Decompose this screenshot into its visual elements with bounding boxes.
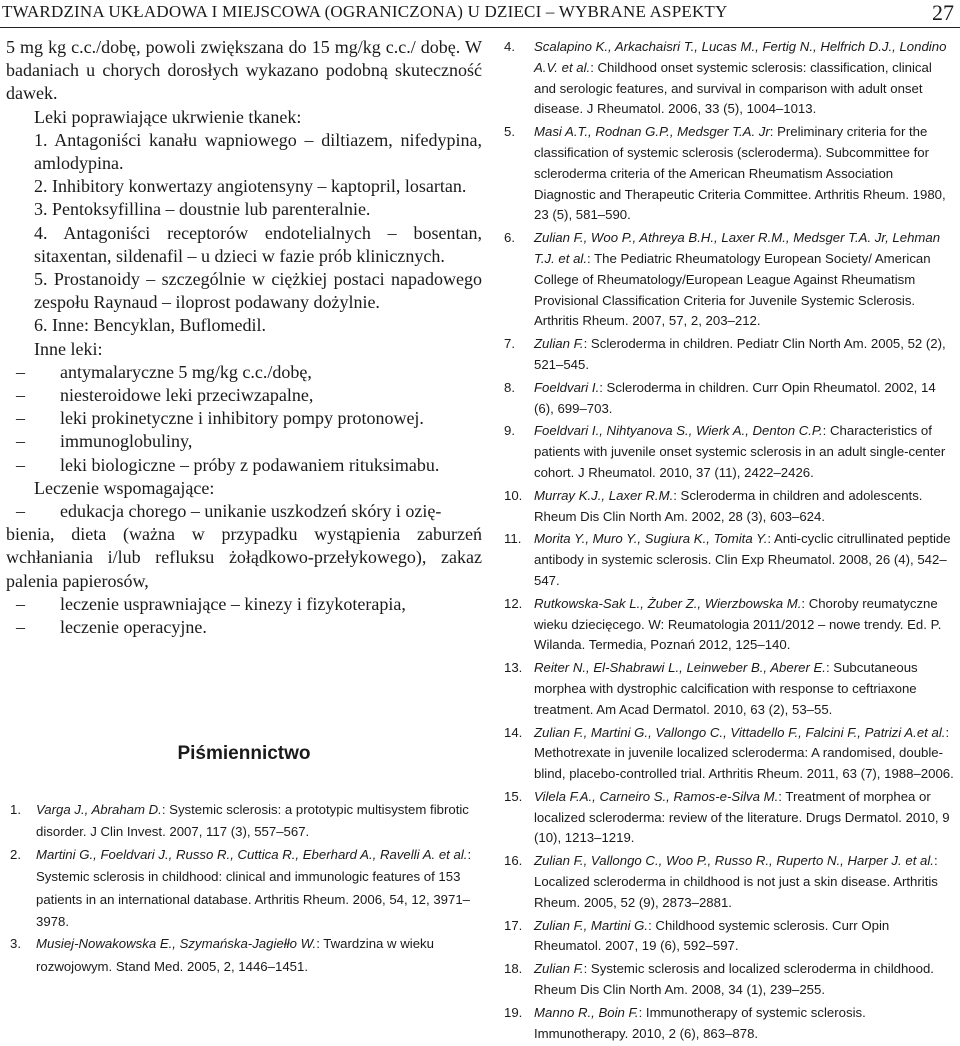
- reference-body: [534, 529, 955, 591]
- reference-item: [500, 334, 955, 376]
- reference-number: 17.: [504, 917, 523, 933]
- reference-number: 15.: [504, 788, 523, 804]
- references-list-left: [6, 799, 476, 978]
- reference-number: 13.: [504, 660, 523, 676]
- reference-item: [500, 851, 955, 913]
- paragraph: 4. Antagoniści receptorów endotelialnych – bosentan, sitaxentan, sildenafil – u dzieci w fazie prób klinicznych.: [34, 222, 482, 266]
- page-header: [0, 0, 960, 34]
- body-text-column: [6, 36, 482, 639]
- reference-body: [534, 594, 955, 656]
- reference-text: : Choroby reumatyczne wieku dziecięcego. W: Reumatologia 2011/2012 – nowe trendy. Ed. P. Wilanda. Termedia, Poznań 2012, 125–140.: [534, 595, 942, 653]
- reference-number: 2.: [10, 846, 21, 862]
- reference-number: 18.: [504, 961, 523, 977]
- paragraph: 1. Antagoniści kanału wapniowego – diltiazem, nifedypina, amlodypina.: [34, 129, 482, 174]
- reference-authors: Zulian F.: [534, 961, 584, 977]
- reference-body: [534, 378, 955, 420]
- reference-authors: Scalapino K., Arkachaisri T., Lucas M., Fertig N., Helfrich D.J., Londino A.V. et al.: [534, 39, 947, 75]
- reference-authors: Varga J., Abraham D.: [36, 802, 162, 817]
- reference-number: 5.: [504, 124, 515, 140]
- reference-body: [534, 787, 955, 849]
- reference-item: [500, 594, 955, 656]
- reference-number: 14.: [504, 724, 523, 740]
- reference-authors: Foeldvari I., Nihtyanova S., Wierk A., Denton C.P.: [534, 423, 823, 439]
- reference-item: [500, 421, 955, 483]
- reference-number: 4.: [504, 39, 515, 54]
- reference-item: [500, 529, 955, 591]
- reference-item: [500, 37, 955, 120]
- reference-text: : Anti-cyclic citrullinated peptide antibody in systemic sclerosis. Clin Exp Rheumatol. 2008, 26 (4), 542–547.: [534, 531, 951, 588]
- page-number: 27: [932, 0, 954, 25]
- reference-item: [6, 799, 476, 844]
- reference-item: [500, 122, 955, 226]
- paragraph: 6. Inne: Bencyklan, Buflomedil.: [34, 315, 266, 336]
- reference-number: 1.: [10, 802, 21, 817]
- reference-body: [36, 799, 476, 844]
- reference-authors: Reiter N., El-Shabrawi L., Leinweber B., Aberer E.: [534, 660, 826, 676]
- header-rule: [0, 27, 960, 28]
- reference-body: [534, 122, 955, 226]
- reference-item: [500, 787, 955, 849]
- reference-text: : Scleroderma in children. Pediatr Clin North Am. 2005, 52 (2), 521–545.: [534, 336, 946, 372]
- reference-number: 16.: [504, 853, 523, 869]
- reference-number: 10.: [504, 487, 523, 503]
- reference-number: 12.: [504, 595, 523, 611]
- reference-item: [500, 378, 955, 420]
- reference-item: [500, 959, 955, 1001]
- reference-body: [534, 421, 955, 483]
- reference-text: : Characteristics of patients with juvenile onset systemic sclerosis in an adult single-center cohort. J Rheumatol. 2010, 37 (11), 2422–2426.: [534, 423, 946, 480]
- reference-authors: Zulian F., Woo P., Athreya B.H., Laxer R.M., Medsger T.A. Jr, Lehman T.J. et al.: [534, 230, 941, 266]
- reference-item: [500, 1003, 955, 1045]
- references-heading: Piśmiennictwo: [177, 743, 311, 764]
- reference-number: 19.: [504, 1004, 523, 1020]
- reference-body: [534, 851, 955, 913]
- reference-authors: Martini G., Foeldvari J., Russo R., Cuttica R., Eberhard A., Ravelli A. et al.: [36, 846, 468, 862]
- reference-authors: Vilela F.A., Carneiro S., Ramos-e-Silva M.: [534, 788, 779, 804]
- reference-authors: Zulian F.: [534, 336, 584, 352]
- reference-body: [534, 334, 955, 376]
- reference-text: : Treatment of morphea or localized scleroderma: review of the literature. Drugs Dermatol. 2010, 9 (10), 1213–1219.: [534, 788, 950, 846]
- reference-item: [500, 658, 955, 720]
- reference-number: 9.: [504, 423, 515, 439]
- reference-text: : Scleroderma in children. Curr Opin Rheumatol. 2002, 14 (6), 699–703.: [534, 379, 936, 416]
- reference-item: [500, 228, 955, 332]
- reference-authors: Foeldvari I.: [534, 379, 600, 395]
- reference-number: 7.: [504, 336, 515, 352]
- paragraph: Leczenie wspomagające:: [34, 477, 215, 498]
- paragraph: Leki poprawiające ukrwienie tkanek:: [34, 106, 302, 127]
- reference-body: [534, 486, 955, 528]
- reference-authors: Murray K.J., Laxer R.M.: [534, 487, 674, 503]
- reference-number: 6.: [504, 230, 515, 246]
- reference-authors: Musiej-Nowakowska E., Szymańska-Jagiełło W.: [36, 936, 317, 952]
- bullet-item: – edukacja chorego – unikanie uszkodzeń skóry i ozię-: [6, 500, 482, 523]
- paragraph: 5. Prostanoidy – szczególnie w ciężkiej postaci napadowego zespołu Raynaud – iloprost podawany dożylnie.: [34, 269, 482, 313]
- reference-text: : Systemic sclerosis in childhood: clinical and immunologic features of 153 patients in an international database. Arthritis Rheum. 2006, 54, 12, 3971–3978.: [36, 846, 472, 930]
- reference-authors: Zulian F., Martini G., Vallongo C., Vittadello F., Falcini F., Patrizi A.et al.: [534, 724, 946, 740]
- reference-text: : The Pediatric Rheumatology European Society/ American College of Rheumatology/European League Against Rheumatism Provisional Classification Criteria for Juvenile Systemic Sclerosis. Arthritis Rheum. 2007, 57, 2, 203–212.: [534, 250, 931, 329]
- reference-text: : Methotrexate in juvenile localized scleroderma: A randomised, double-blind, placebo-controlled trial. Arthritis Rheum. 2011, 63 (7), 1988–2006.: [534, 724, 954, 782]
- reference-number: 11.: [504, 531, 522, 547]
- reference-text: : Scleroderma in children and adolescents. Rheum Dis Clin North Am. 2002, 28 (3), 603–624.: [534, 487, 923, 524]
- reference-text: : Systemic sclerosis: a prototypic multisystem fibrotic disorder. J Clin Invest. 2007, 117 (3), 557–567.: [36, 802, 469, 840]
- reference-body: [534, 658, 955, 720]
- bullet-item: – leczenie usprawniające – kinezy i fizykoterapia,: [6, 593, 482, 616]
- reference-body: [534, 1003, 955, 1045]
- reference-text: : Childhood onset systemic sclerosis: classification, clinical and serologic features, and survival in comparison with adult onset disease. J Rheumatol. 2006, 33 (5), 1004–1013.: [534, 59, 932, 117]
- reference-body: [534, 916, 955, 958]
- reference-body: [534, 723, 955, 785]
- reference-item: [6, 844, 476, 934]
- running-title: TWARDZINA UKŁADOWA I MIEJSCOWA (OGRANICZONA) U DZIECI – WYBRANE ASPEKTY: [2, 2, 728, 21]
- bullet-item: – leki biologiczne – próby z podawaniem rituksimabu.: [6, 454, 482, 477]
- reference-text: : Preliminary criteria for the classification of systemic sclerosis (scleroderma). Subcommittee for scleroderma criteria of the American Rheumatism Association Diagnostic and Therapeutic Criteria Committee. Arthritis Rheum. 1980, 23 (5), 581–590.: [534, 124, 946, 223]
- reference-text: : Twardzina w wieku rozwojowym. Stand Med. 2005, 2, 1446–1451.: [36, 936, 434, 974]
- bullet-item: – antymalaryczne 5 mg/kg c.c./dobę,: [6, 361, 482, 384]
- bullet-item: – leczenie operacyjne.: [6, 616, 482, 639]
- reference-body: [36, 933, 476, 978]
- paragraph: 3. Pentoksyfillina – doustnie lub parenteralnie.: [34, 199, 371, 220]
- paragraph: 2. Inhibitory konwertazy angiotensyny – kaptopril, losartan.: [34, 176, 467, 197]
- references-list-right: [500, 37, 955, 1046]
- reference-authors: Zulian F., Martini G.: [534, 917, 649, 933]
- reference-item: [6, 933, 476, 978]
- reference-item: [500, 486, 955, 528]
- reference-text: : Immunotherapy of systemic sclerosis. Immunotherapy. 2010, 2 (6), 863–878.: [534, 1004, 866, 1041]
- reference-text: : Systemic sclerosis and localized scleroderma in childhood. Rheum Dis Clin North Am. 2008, 34 (1), 239–255.: [534, 961, 934, 998]
- reference-item: [500, 916, 955, 958]
- reference-text: : Childhood systemic sclerosis. Curr Opin Rheumatol. 2007, 19 (6), 592–597.: [534, 917, 890, 954]
- reference-body: [534, 228, 955, 332]
- paragraph: bienia, dieta (ważna w przypadku wystąpienia zaburzeń wchłaniania i/lub refluksu żołądkowo-przełykowego), zakaz palenia papierosów,: [6, 524, 482, 591]
- reference-number: 8.: [504, 379, 515, 395]
- reference-text: : Subcutaneous morphea with dystrophic calcification with response to ceftriaxone treatment. Am Acad Dermatol. 2010, 63 (2), 53–55.: [534, 660, 918, 717]
- paragraph: 5 mg kg c.c./dobę, powoli zwiększana do 15 mg/kg c.c./ dobę. W badaniach u chorych dorosłych wykazano podobną skuteczność dawek.: [6, 37, 482, 104]
- reference-authors: Rutkowska-Sak L., Żuber Z., Wierzbowska M.: [534, 595, 802, 611]
- reference-number: 3.: [10, 936, 21, 952]
- paragraph: Inne leki:: [34, 338, 103, 359]
- reference-authors: Zulian F., Vallongo C., Woo P., Russo R., Ruperto N., Harper J. et al.: [534, 853, 934, 869]
- reference-body: [534, 37, 955, 120]
- reference-text: : Localized scleroderma in childhood is not just a skin disease. Arthritis Rheum. 2005, 52 (9), 2873–2881.: [534, 853, 938, 910]
- reference-body: [534, 959, 955, 1001]
- bullet-item: – leki prokinetyczne i inhibitory pompy protonowej.: [6, 407, 482, 430]
- reference-authors: Morita Y., Muro Y., Sugiura K., Tomita Y.: [534, 531, 768, 547]
- bullet-item: – niesteroidowe leki przeciwzapalne,: [6, 384, 482, 407]
- reference-item: [500, 723, 955, 785]
- reference-body: [36, 844, 476, 934]
- reference-authors: Masi A.T., Rodnan G.P., Medsger T.A. Jr: [534, 124, 770, 140]
- reference-authors: Manno R., Boin F.: [534, 1004, 639, 1020]
- bullet-item: – immunoglobuliny,: [6, 430, 482, 453]
